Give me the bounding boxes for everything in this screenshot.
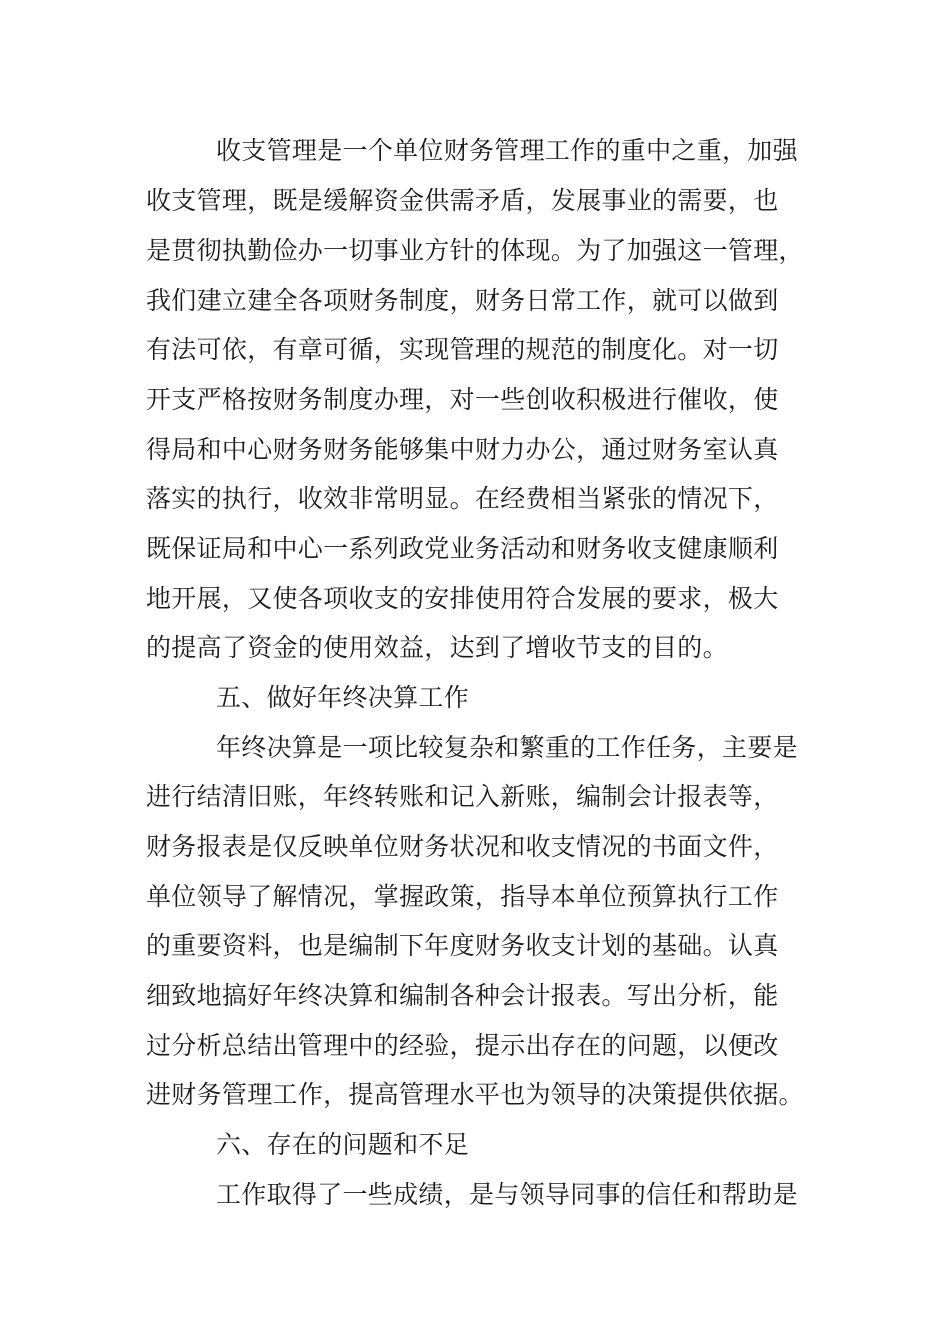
paragraph-line: 单位领导了解情况，掌握政策，指导本单位预算执行工作	[146, 882, 779, 911]
paragraph-line: 收支管理，既是缓解资金供需矛盾，发展事业的需要，也	[146, 186, 779, 215]
paragraph-line: 进财务管理工作，提高管理水平也为领导的决策提供依据。	[146, 1080, 804, 1109]
paragraph-line: 是贯彻执勤俭办一切事业方针的体现。为了加强这一管理，	[146, 236, 804, 265]
section-heading: 六、存在的问题和不足	[216, 1130, 470, 1159]
paragraph-line: 进行结清旧账，年终转账和记入新账，编制会计报表等，	[146, 782, 779, 811]
paragraph-line: 过分析总结出管理中的经验，提示出存在的问题，以便改	[146, 1031, 779, 1060]
paragraph-line: 的提高了资金的使用效益，达到了增收节支的目的。	[146, 633, 728, 662]
section-heading: 五、做好年终决算工作	[216, 683, 470, 712]
paragraph-line: 开支严格按财务制度办理，对一些创收积极进行催收，使	[146, 385, 779, 414]
paragraph-line: 既保证局和中心一系列政党业务活动和财务收支健康顺利	[146, 534, 779, 563]
paragraph-line: 年终决算是一项比较复杂和繁重的工作任务，主要是	[216, 733, 798, 762]
paragraph-line: 有法可依，有章可循，实现管理的规范的制度化。对一切	[146, 335, 779, 364]
paragraph-line: 收支管理是一个单位财务管理工作的重中之重，加强	[216, 136, 798, 165]
paragraph-line: 地开展，又使各项收支的安排使用符合发展的要求，极大	[146, 584, 779, 613]
paragraph-line: 落实的执行，收效非常明显。在经费相当紧张的情况下，	[146, 484, 779, 513]
paragraph-line: 得局和中心财务财务能够集中财力办公，通过财务室认真	[146, 435, 779, 464]
paragraph-line: 工作取得了一些成绩，是与领导同事的信任和帮助是	[216, 1180, 798, 1209]
paragraph-line: 财务报表是仅反映单位财务状况和收支情况的书面文件，	[146, 832, 779, 861]
paragraph-line: 我们建立建全各项财务制度，财务日常工作，就可以做到	[146, 286, 779, 315]
paragraph-line: 的重要资料，也是编制下年度财务收支计划的基础。认真	[146, 931, 779, 960]
paragraph-line: 细致地搞好年终决算和编制各种会计报表。写出分析，能	[146, 981, 779, 1010]
